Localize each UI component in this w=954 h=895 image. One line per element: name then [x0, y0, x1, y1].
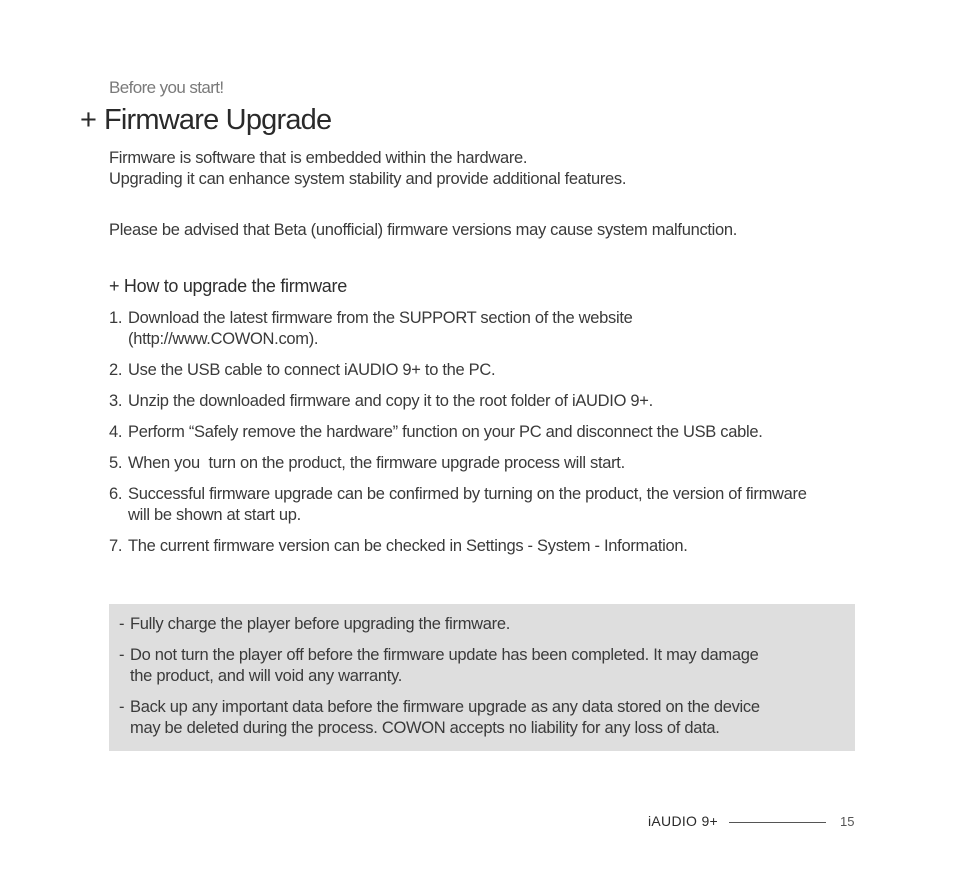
step-number: 2.: [109, 361, 123, 379]
step-text: When you turn on the product, the firmware upgrade process will start.: [128, 454, 625, 472]
notice-item: [119, 697, 835, 739]
howto-heading: + How to upgrade the firmware: [109, 276, 347, 296]
step-item: [109, 536, 854, 557]
page-number: 15: [840, 814, 855, 829]
title-plus-marker: +: [80, 104, 97, 136]
notice-text-line: Do not turn the player off before the firmware update has been completed. It may damage: [130, 646, 759, 664]
page-title: [80, 104, 331, 137]
notice-text: Fully charge the player before upgrading the firmware.: [130, 615, 511, 633]
step-text: Unzip the downloaded firmware and copy it to the root folder of iAUDIO 9+.: [128, 392, 653, 410]
intro-spacer: [109, 190, 737, 220]
footer-brand: iAUDIO 9+: [648, 813, 718, 829]
beta-warning: Please be advised that Beta (unofficial) firmware versions may cause system malfunction.: [109, 221, 738, 239]
step-text-line: will be shown at start up.: [128, 506, 301, 524]
step-number: 6.: [109, 485, 123, 503]
intro-block: [109, 148, 737, 241]
notice-dash: -: [119, 698, 125, 716]
notice-text-line: may be deleted during the process. COWON accepts no liability for any loss of data.: [130, 719, 720, 737]
step-text: Perform “Safely remove the hardware” function on your PC and disconnect the USB cable.: [128, 423, 763, 441]
step-text-line: Successful firmware upgrade can be confirmed by turning on the product, the version of firmware: [128, 485, 807, 503]
step-text-line: Download the latest firmware from the SUPPORT section of the website: [128, 309, 633, 327]
step-text: [128, 484, 854, 526]
step-item: [109, 360, 854, 381]
step-number: 5.: [109, 454, 123, 472]
step-item: [109, 453, 854, 474]
step-number: 7.: [109, 537, 123, 555]
notice-item: [119, 614, 835, 635]
notice-item: [119, 645, 835, 687]
notice-text: [130, 697, 835, 739]
notice-dash: -: [119, 646, 125, 664]
step-item: [109, 308, 854, 350]
notice-text: [130, 645, 835, 687]
intro-line: Upgrading it can enhance system stability and provide additional features.: [109, 170, 627, 188]
step-number: 4.: [109, 423, 123, 441]
step-item: [109, 422, 854, 443]
notice-list: [119, 614, 835, 739]
upgrade-steps-list: [109, 308, 854, 567]
notice-text-line: the product, and will void any warranty.: [130, 667, 403, 685]
notice-box: [109, 604, 855, 751]
step-text: The current firmware version can be checked in Settings - System - Information.: [128, 537, 688, 555]
step-number: 3.: [109, 392, 123, 410]
section-label: Before you start!: [109, 78, 224, 97]
notice-dash: -: [119, 615, 125, 633]
intro-line: Firmware is software that is embedded within the hardware.: [109, 149, 528, 167]
step-text-line: (http://www.COWON.com).: [128, 330, 319, 348]
page-title-text: Firmware Upgrade: [104, 104, 332, 136]
notice-text-line: Back up any important data before the firmware upgrade as any data stored on the device: [130, 698, 760, 716]
step-text: [128, 308, 854, 350]
step-number: 1.: [109, 309, 123, 327]
footer-divider: [729, 822, 826, 823]
step-item: [109, 484, 854, 526]
step-text: Use the USB cable to connect iAUDIO 9+ to the PC.: [128, 361, 496, 379]
step-item: [109, 391, 854, 412]
